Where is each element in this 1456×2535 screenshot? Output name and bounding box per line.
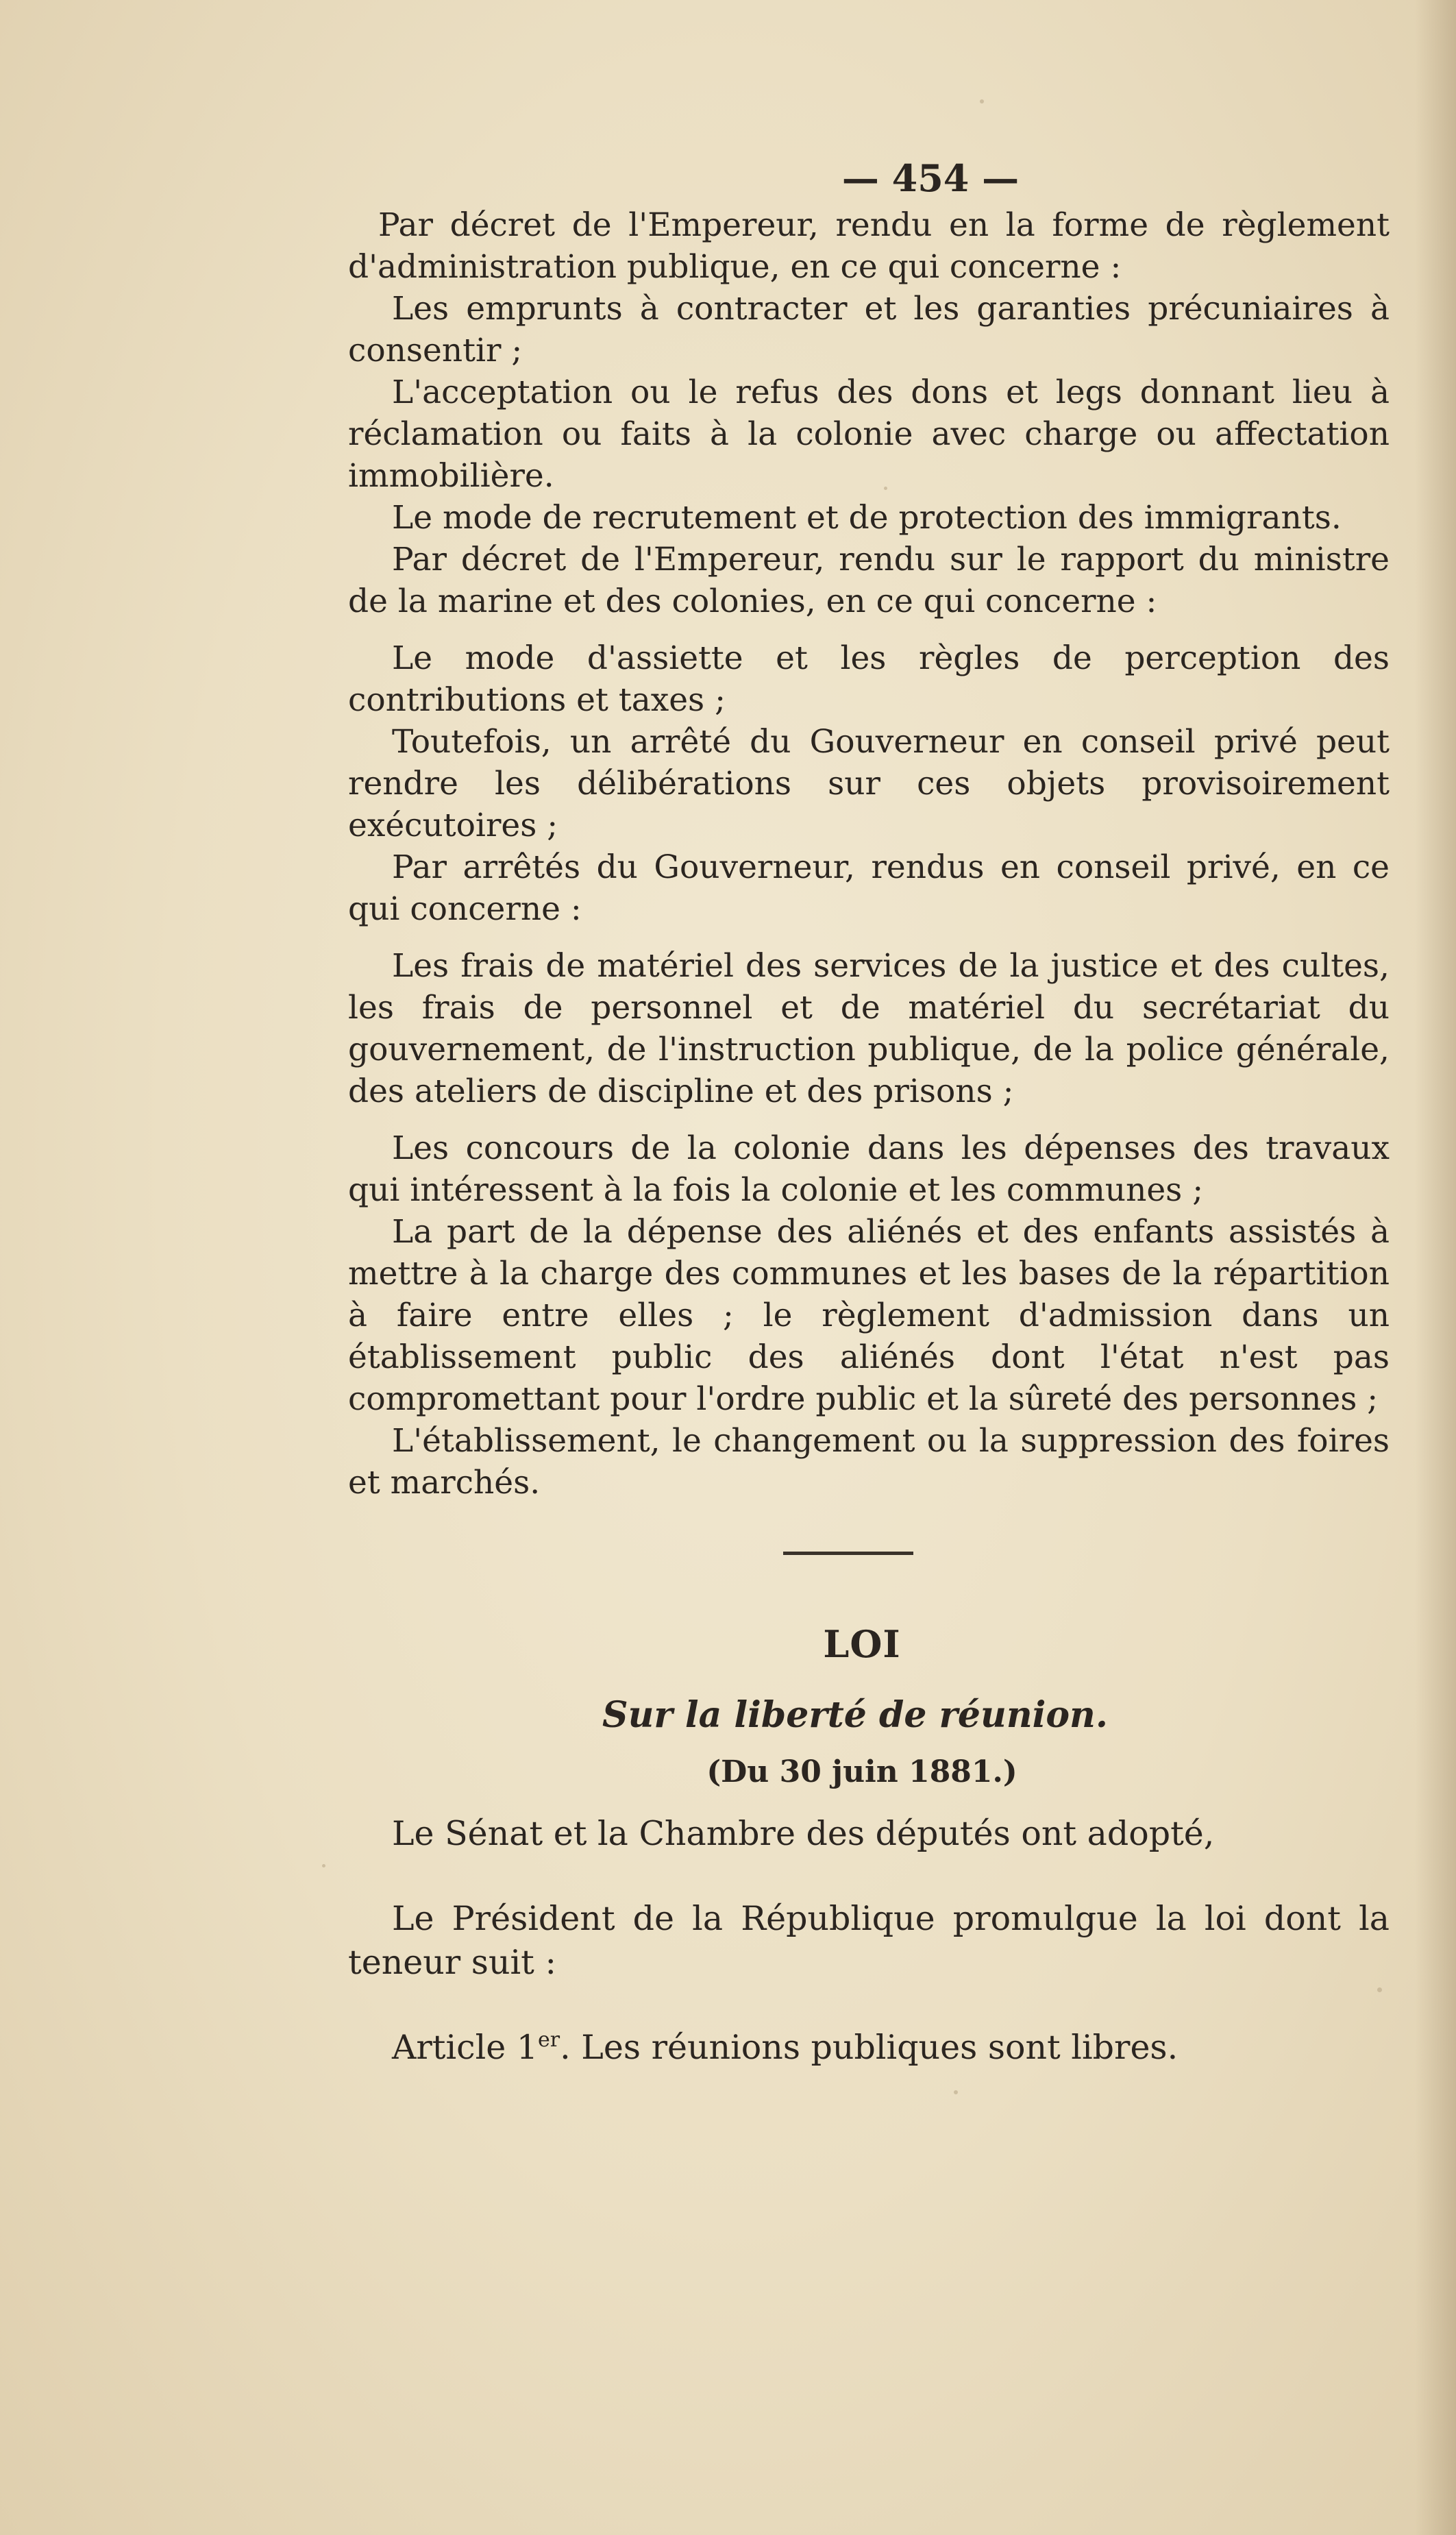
article-superscript: er — [538, 2028, 560, 2052]
article-prefix: Article 1 — [392, 2028, 539, 2067]
law-article — [348, 2026, 1390, 2070]
paragraph: Par décret de l'Empereur, rendu en la forme de règlement d'administration publique, en ce qui concerne : — [348, 206, 1390, 286]
paragraph: Les emprunts à contracter et les garanties précuniaires à consentir ; — [348, 290, 1390, 369]
paragraph: Le mode de recrutement et de protection des immigrants. — [392, 499, 1342, 537]
law-date: (Du 30 juin 1881.) — [706, 1754, 1017, 1789]
law-paragraph: Le Sénat et la Chambre des députés ont adopté, — [392, 1814, 1215, 1853]
paragraph: La part de la dépense des aliénés et des enfants assistés à mettre à la charge des communes et les bases de la répartition à faire entre elles ; le règlement d'admission dans un établissement public des aliénés dont l'état n'est pas compromettant pour l'ordre public et la sûreté des personnes ; — [348, 1213, 1390, 1418]
paragraph: L'acceptation ou le refus des dons et legs donnant lieu à réclamation ou faits à la colonie avec charge ou affectation immobilière. — [348, 373, 1390, 495]
paragraph: Toutefois, un arrêté du Gouverneur en conseil privé peut rendre les délibérations sur ces objets provisoirement exécutoires ; — [348, 723, 1390, 844]
paper-speck — [954, 2090, 958, 2094]
page-text — [348, 158, 1390, 2070]
section-divider — [783, 1552, 913, 1555]
paragraph: Le mode d'assiette et les règles de perception des contributions et taxes ; — [348, 639, 1390, 719]
law-title: LOI — [823, 1622, 901, 1666]
article-text: . Les réunions publiques sont libres. — [560, 2028, 1179, 2067]
paper-speck — [980, 99, 984, 103]
law-subtitle: Sur la liberté de réunion. — [602, 1694, 1108, 1736]
paragraph: L'établissement, le changement ou la suppression des foires et marchés. — [348, 1422, 1390, 1502]
paragraph: Par décret de l'Empereur, rendu sur le rapport du ministre de la marine et des colonies, en ce qui concerne : — [348, 541, 1390, 620]
paragraph: Les frais de matériel des services de la justice et des cultes, les frais de personnel et de matériel du secrétariat du gouvernement, de l'instruction publique, de la police générale, des ateliers de discipline et des prisons ; — [348, 947, 1390, 1110]
page-edge-shadow — [1415, 0, 1456, 2535]
paragraph: Les concours de la colonie dans les dépenses des travaux qui intéressent à la fois la colonie et les communes ; — [348, 1129, 1390, 1209]
paragraph: Par arrêtés du Gouverneur, rendus en conseil privé, en ce qui concerne : — [348, 848, 1390, 928]
law-paragraph: Le Président de la République promulgue la loi dont la teneur suit : — [348, 1899, 1390, 1982]
page-number: — 454 — — [841, 156, 1020, 200]
paper-speck — [322, 1864, 325, 1867]
